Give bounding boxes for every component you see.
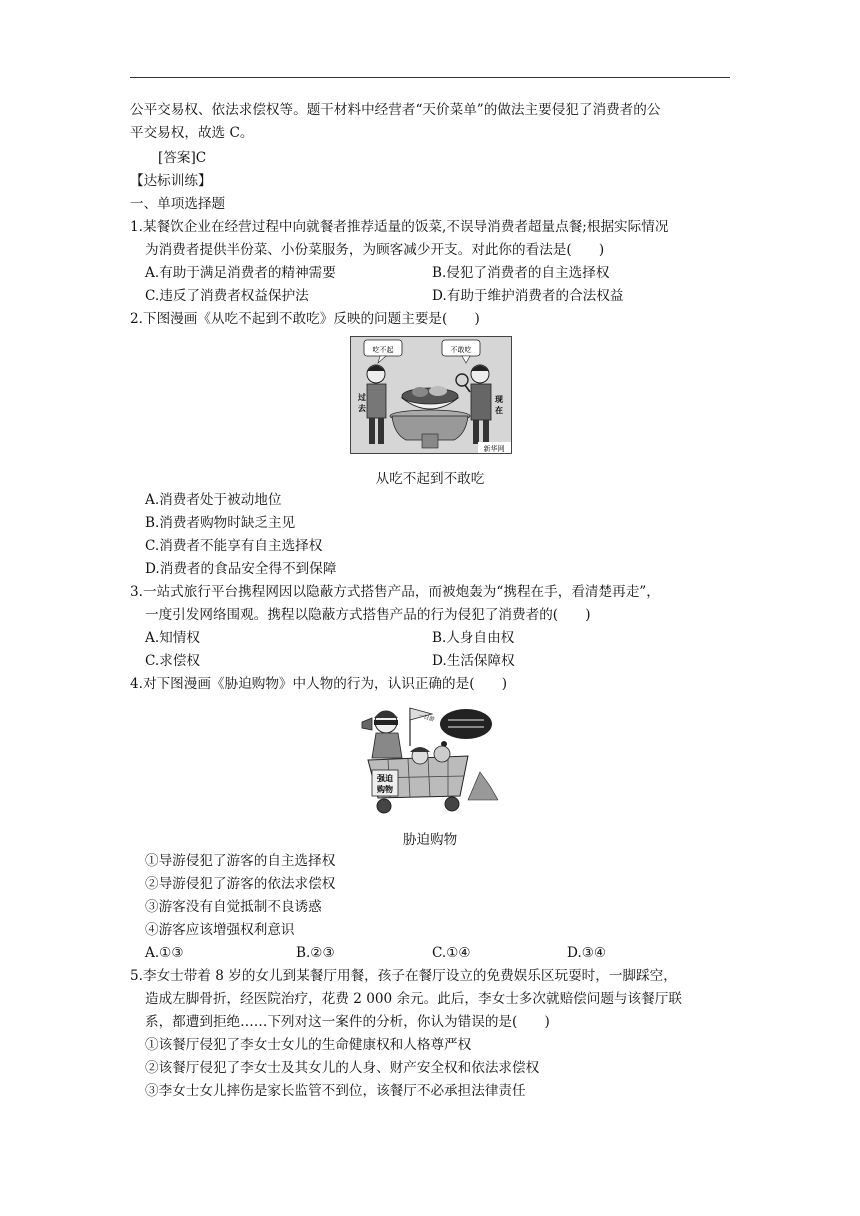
q3-stem-line-1: 3.一站式旅行平台携程网因以隐蔽方式搭售产品，而被炮轰为“携程在手，看清楚再走”， <box>130 584 660 600</box>
q5-stem-line-3: 系，都遭到拒绝……下列对这一案件的分析，你认为错误的是( ) <box>145 1014 550 1030</box>
intro-line-2: 平交易权，故选 C。 <box>130 125 254 141</box>
q5-statement-1: ①该餐厅侵犯了李女士女儿的生命健康权和人格尊严权 <box>145 1037 472 1053</box>
q2-option-c: C.消费者不能享有自主选择权 <box>145 538 323 554</box>
q2-cartoon <box>350 336 512 454</box>
q4-cartoon-drawing <box>348 700 498 818</box>
q4-option-d: D.③④ <box>567 945 607 961</box>
q2-cartoon-drawing <box>350 336 512 454</box>
q1-option-b: B.侵犯了消费者的自主选择权 <box>432 265 610 281</box>
q2-stem: 2.下图漫画《从吃不起到不敢吃》反映的问题主要是( ) <box>130 311 480 327</box>
q4-flag-text: 一日游 <box>417 713 435 724</box>
q2-label-right-1: 现 <box>495 395 503 404</box>
q3-stem-line-2: 一度引发网络围观。携程以隐蔽方式搭售产品的行为侵犯了消费者的( ) <box>145 607 591 623</box>
q4-statement-3: ③游客没有自觉抵制不良诱惑 <box>145 899 322 915</box>
q2-bubble-left: 吃不起 <box>372 346 394 354</box>
q3-option-a: A.知情权 <box>145 630 200 646</box>
q5-stem-line-2: 造成左脚骨折，经医院治疗，花费 2 000 余元。此后，李女士多次就赔偿问题与该餐厅联 <box>145 991 682 1007</box>
answer-label: [答案]C <box>158 150 207 166</box>
q2-label-left-1: 过 <box>358 393 366 402</box>
q3-option-c: C.求偿权 <box>145 653 201 669</box>
q4-statement-1: ①导游侵犯了游客的自主选择权 <box>145 853 336 869</box>
q4-statement-4: ④游客应该增强权利意识 <box>145 922 295 938</box>
q5-stem-line-1: 5.李女士带着 8 岁的女儿到某餐厅用餐，孩子在餐厅设立的免费娱乐区玩耍时，一脚踩空， <box>130 968 677 984</box>
section-title: 【达标训练】 <box>130 173 212 189</box>
q4-option-b: B.②③ <box>296 945 335 961</box>
q1-option-d: D.有助于维护消费者的合法权益 <box>432 288 624 304</box>
q4-statement-2: ②导游侵犯了游客的依法求偿权 <box>145 876 336 892</box>
q3-option-b: B.人身自由权 <box>432 630 515 646</box>
q1-stem-line-2: 为消费者提供半份菜、小份菜服务，为顾客减少开支。对此你的看法是( ) <box>145 242 605 258</box>
q4-cart-label-2: 购物 <box>377 785 393 794</box>
q4-caption: 胁迫购物 <box>402 832 458 848</box>
q3-option-d: D.生活保障权 <box>432 653 515 669</box>
q4-cart-label-1: 强迫 <box>377 774 393 783</box>
q5-statement-3: ③李女士女儿摔伤是家长监管不到位，该餐厅不必承担法律责任 <box>145 1083 526 1099</box>
header-rule <box>130 77 730 78</box>
q2-label-right-2: 在 <box>495 406 503 415</box>
q2-caption: 从吃不起到不敢吃 <box>375 471 485 487</box>
q2-option-a: A.消费者处于被动地位 <box>145 492 282 508</box>
q2-option-b: B.消费者购物时缺乏主见 <box>145 515 296 531</box>
q2-bubble-right: 不敢吃 <box>450 346 472 354</box>
q1-option-a: A.有助于满足消费者的精神需要 <box>145 265 336 281</box>
q4-option-c: C.①④ <box>432 945 471 961</box>
q2-watermark: 新华网 <box>483 445 505 453</box>
q4-option-a: A.①③ <box>145 945 184 961</box>
q1-option-c: C.违反了消费者权益保护法 <box>145 288 309 304</box>
section-subtitle: 一、单项选择题 <box>130 196 226 212</box>
q5-statement-2: ②该餐厅侵犯了李女士及其女儿的人身、财产安全权和依法求偿权 <box>145 1060 540 1076</box>
intro-line-1: 公平交易权、依法求偿权等。题干材料中经营者“天价菜单”的做法主要侵犯了消费者的公 <box>130 102 661 118</box>
q2-label-left-2: 去 <box>358 404 366 413</box>
q2-option-d: D.消费者的食品安全得不到保障 <box>145 561 337 577</box>
q4-cartoon <box>348 700 498 818</box>
q1-stem-line-1: 1.某餐饮企业在经营过程中向就餐者推荐适量的饭菜,不误导消费者超量点餐;根据实际情况 <box>130 219 669 235</box>
q4-stem: 4.对下图漫画《胁迫购物》中人物的行为，认识正确的是( ) <box>130 676 508 692</box>
